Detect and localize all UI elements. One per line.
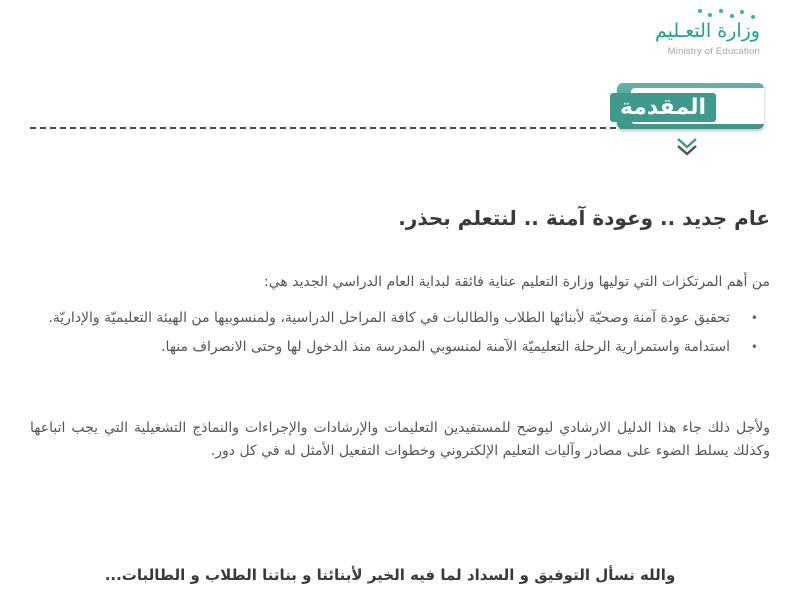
- bullet-list: [30, 306, 770, 364]
- section-title: المقدمة: [610, 93, 716, 122]
- chevron-down-icon: [676, 137, 698, 157]
- closing-text: والله نسأل التوفيق و السداد لما فيه الخير لأبنائنا و بناتنا الطلاب و الطالبات...: [104, 566, 676, 584]
- list-item: [30, 306, 770, 330]
- list-item: [30, 335, 770, 359]
- title-divider-line: [30, 126, 630, 130]
- page-heading: عام جديد .. وعودة آمنة .. لنتعلم بحذر.: [398, 206, 770, 230]
- list-item-text: استدامة واستمرارية الرحلة التعليميّة الآمنة لمنسوبي المدرسة منذ الدخول لها وحتى الانصراف منها.: [161, 339, 730, 355]
- bullet-icon: •: [750, 340, 758, 354]
- ministry-logo: [590, 8, 760, 58]
- logo-arabic-text: وزارة التعـليم: [654, 20, 760, 42]
- bullet-icon: •: [750, 311, 758, 325]
- list-item-text: تحقيق عودة آمنة وصحيّة لأبنائها الطلاب والطالبات في كافة المراحل الدراسية، ولمنسوبيها من الهيئة التعليميّة والإداريّة.: [48, 310, 730, 326]
- intro-text: من أهم المرتكزات التي توليها وزارة التعليم عناية فائقة لبداية العام الدراسي الجديد هي:: [264, 274, 770, 290]
- section-title-tab: [617, 83, 764, 129]
- body-paragraph: ولأجل ذلك جاء هذا الدليل الارشادي ليوضح للمستفيدين التعليمات والإرشادات والإجراءات والنماذج التشغيلية التي يجب اتباعها وكذلك يسلط الضوء على مصادر وآليات التعليم الإلكتروني وخطوات التفعيل الأمثل له في كل دور.: [30, 420, 770, 459]
- logo-english-text: Ministry of Education: [667, 46, 760, 57]
